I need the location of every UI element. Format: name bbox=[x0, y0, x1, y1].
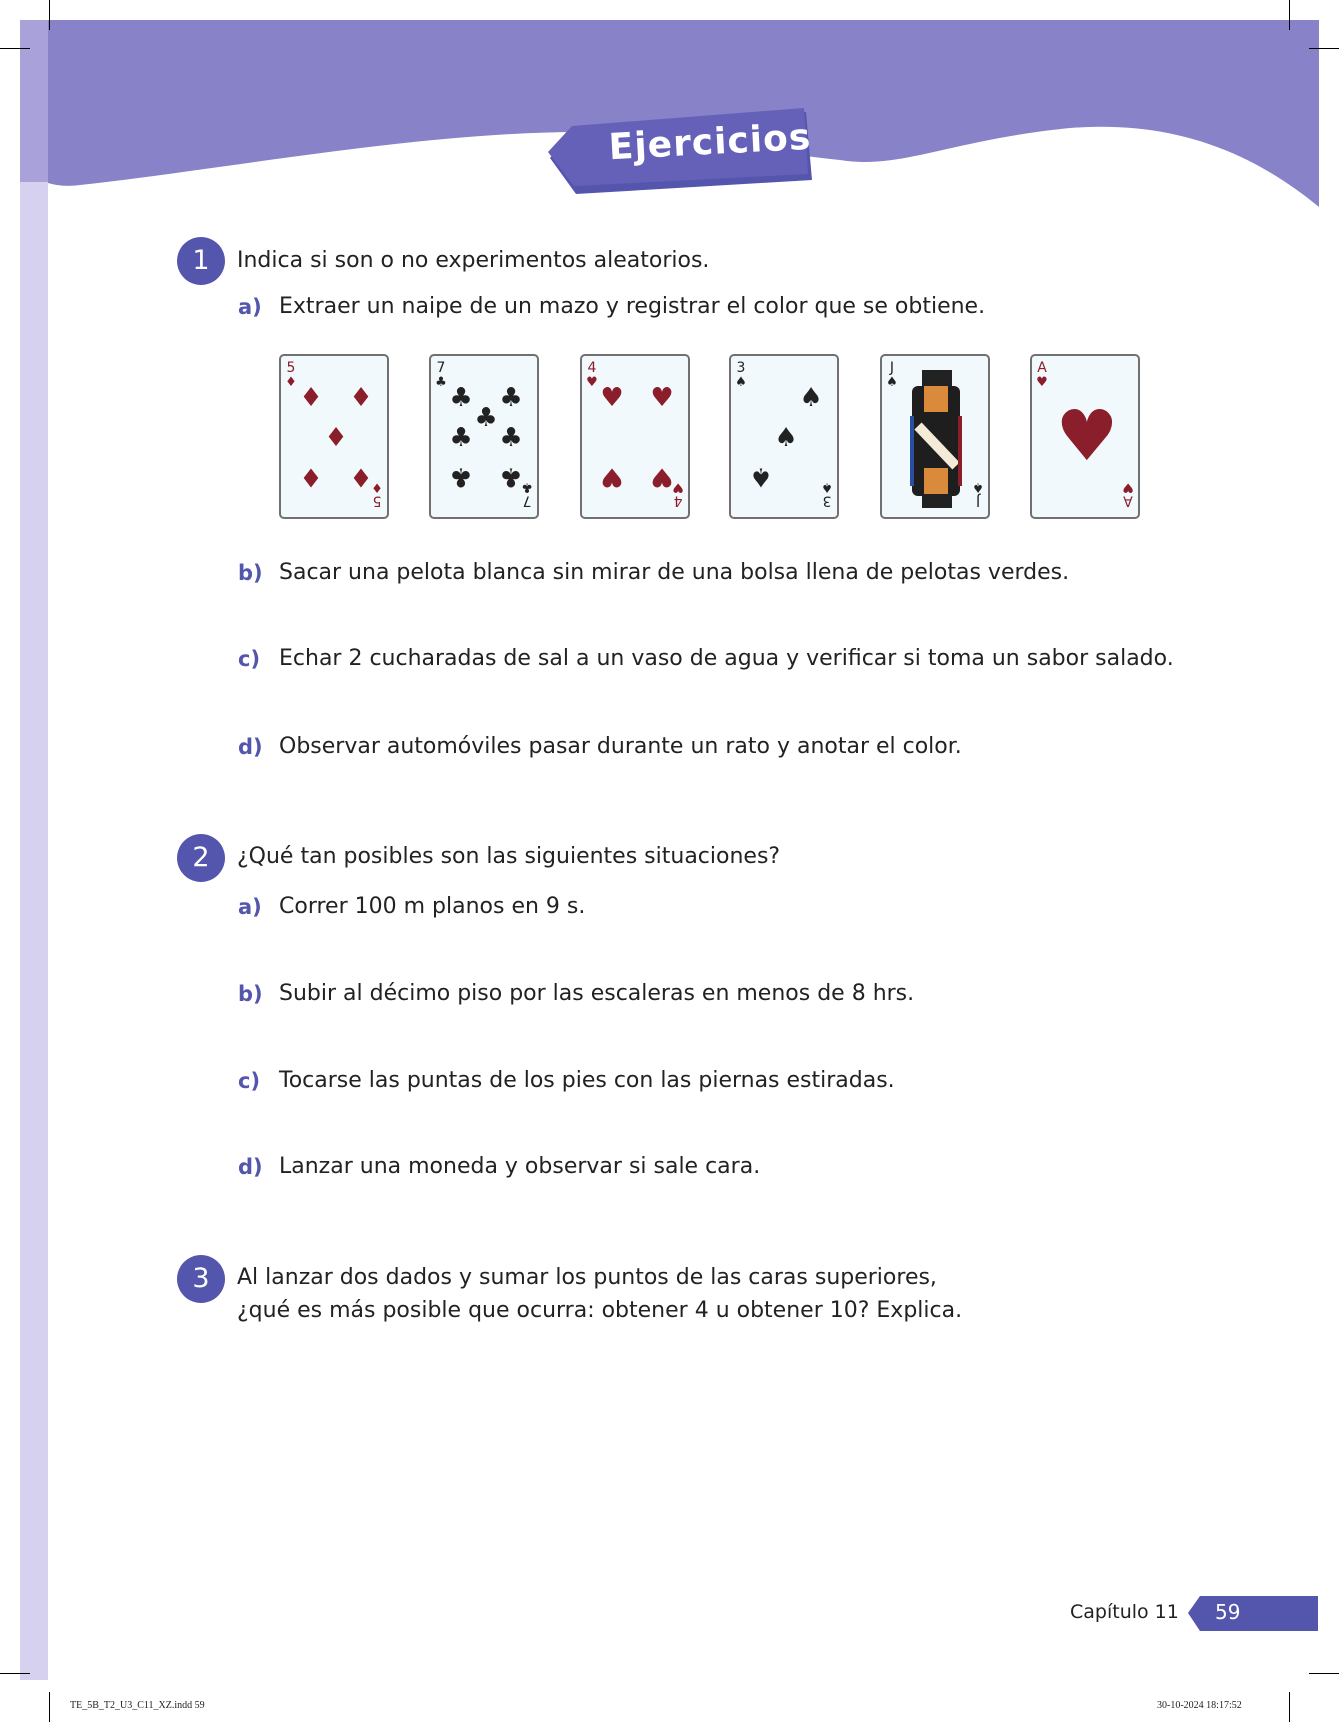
exercise-2-prompt: ¿Qué tan posibles son las siguientes situaciones? bbox=[237, 844, 781, 869]
card-pip-icon: ♠ bbox=[774, 423, 798, 453]
card-suit-icon: ♠ bbox=[735, 375, 747, 390]
card-rank: 7 bbox=[436, 360, 446, 376]
card-pip-icon: ♣ bbox=[499, 383, 523, 413]
card-rank: 4 bbox=[587, 360, 597, 376]
page-number: 59 bbox=[1215, 1600, 1241, 1624]
card-rank: J bbox=[889, 360, 895, 376]
card-pip-icon: ♥ bbox=[1055, 395, 1119, 477]
card-suit-icon: ♦ bbox=[285, 375, 297, 390]
crop-mark bbox=[49, 0, 50, 30]
card-suit-icon: ♣ bbox=[435, 375, 447, 390]
item-label: c) bbox=[238, 647, 261, 671]
crop-mark bbox=[1289, 0, 1290, 30]
card-pip-icon: ♣ bbox=[449, 423, 473, 453]
crop-mark bbox=[0, 48, 30, 49]
item-label: b) bbox=[238, 982, 263, 1006]
exercise-number-2: 2 bbox=[177, 834, 225, 882]
exercise-3-prompt-line2: ¿qué es más posible que ocurra: obtener 4 u obtener 10? Explica. bbox=[237, 1298, 963, 1323]
item-text: Correr 100 m planos en 9 s. bbox=[279, 894, 586, 919]
item-text: Observar automóviles pasar durante un rato y anotar el color. bbox=[279, 734, 962, 759]
crop-mark bbox=[49, 1692, 50, 1722]
item-label: d) bbox=[238, 1155, 263, 1179]
card-rank: 7 bbox=[522, 492, 532, 509]
card-pip-icon: ♠ bbox=[799, 383, 823, 413]
card-pip-icon: ♥ bbox=[600, 461, 624, 492]
card-suit-icon: ♠ bbox=[886, 375, 898, 390]
item-label: c) bbox=[238, 1069, 261, 1093]
playing-card bbox=[580, 354, 690, 519]
playing-card bbox=[880, 354, 990, 519]
card-pip-icon: ♣ bbox=[499, 461, 523, 492]
card-pip-icon: ♣ bbox=[474, 403, 498, 433]
card-pip-icon: ♦ bbox=[299, 461, 323, 492]
card-suit-icon: ♥ bbox=[1122, 479, 1134, 495]
exercise-1-prompt: Indica si son o no experimentos aleatorios. bbox=[237, 248, 710, 273]
playing-card bbox=[1030, 354, 1140, 519]
item-text: Subir al décimo piso por las escaleras en menos de 8 hrs. bbox=[279, 981, 915, 1006]
item-text: Lanzar una moneda y observar si sale cara. bbox=[279, 1154, 761, 1179]
card-suit-icon: ♣ bbox=[521, 479, 533, 495]
card-rank: A bbox=[1037, 360, 1047, 376]
card-rank: A bbox=[1123, 492, 1133, 509]
page-number-tag bbox=[1188, 1596, 1318, 1631]
item-text: Sacar una pelota blanca sin mirar de una bolsa llena de pelotas verdes. bbox=[279, 560, 1070, 585]
item-label: a) bbox=[238, 895, 262, 919]
page-title: Ejercicios bbox=[607, 116, 813, 169]
card-suit-icon: ♥ bbox=[586, 375, 598, 390]
card-rank: 5 bbox=[372, 492, 382, 509]
side-strip bbox=[20, 20, 48, 1680]
item-label: a) bbox=[238, 295, 262, 319]
playing-card bbox=[279, 354, 389, 519]
card-suit-icon: ♠ bbox=[972, 479, 984, 495]
crop-mark bbox=[1309, 1673, 1339, 1674]
crop-mark bbox=[1289, 1692, 1290, 1722]
card-pip-icon: ♦ bbox=[299, 383, 323, 413]
card-rank: 5 bbox=[286, 360, 296, 376]
item-text: Echar 2 cucharadas de sal a un vaso de agua y verificar si toma un sabor salado. bbox=[279, 646, 1174, 671]
exercise-number-3: 3 bbox=[177, 1255, 225, 1303]
card-pip-icon: ♦ bbox=[349, 461, 373, 492]
card-pip-icon: ♥ bbox=[650, 383, 674, 413]
card-pip-icon: ♦ bbox=[349, 383, 373, 413]
jack-figure bbox=[912, 370, 960, 508]
item-text: Extraer un naipe de un mazo y registrar el color que se obtiene. bbox=[279, 294, 986, 319]
playing-card bbox=[729, 354, 839, 519]
item-label: d) bbox=[238, 735, 263, 759]
exercise-number-1: 1 bbox=[177, 237, 225, 285]
card-pip-icon: ♥ bbox=[650, 461, 674, 492]
exercise-3-prompt-line1: Al lanzar dos dados y sumar los puntos de las caras superiores, bbox=[237, 1265, 937, 1290]
card-rank: 4 bbox=[673, 492, 683, 509]
card-rank: 3 bbox=[822, 492, 832, 509]
card-pip-icon: ♣ bbox=[449, 383, 473, 413]
slug-file: TE_5B_T2_U3_C11_XZ.indd 59 bbox=[70, 1700, 205, 1711]
playing-card bbox=[429, 354, 539, 519]
card-rank: J bbox=[975, 492, 981, 509]
card-suit-icon: ♠ bbox=[821, 479, 833, 495]
card-pip-icon: ♠ bbox=[749, 461, 773, 492]
crop-mark bbox=[0, 1673, 30, 1674]
card-pip-icon: ♣ bbox=[449, 461, 473, 492]
card-rank: 3 bbox=[736, 360, 746, 376]
card-suit-icon: ♥ bbox=[672, 479, 684, 495]
item-label: b) bbox=[238, 561, 263, 585]
item-text: Tocarse las puntas de los pies con las piernas estiradas. bbox=[279, 1068, 895, 1093]
card-pip-icon: ♥ bbox=[600, 383, 624, 413]
card-suit-icon: ♥ bbox=[1036, 375, 1048, 390]
card-pip-icon: ♣ bbox=[499, 423, 523, 453]
card-suit-icon: ♦ bbox=[371, 479, 383, 495]
chapter-label: Capítulo 11 bbox=[1070, 1601, 1179, 1623]
card-pip-icon: ♦ bbox=[324, 423, 348, 453]
crop-mark bbox=[1309, 48, 1339, 49]
slug-date: 30-10-2024 18:17:52 bbox=[1157, 1700, 1242, 1711]
